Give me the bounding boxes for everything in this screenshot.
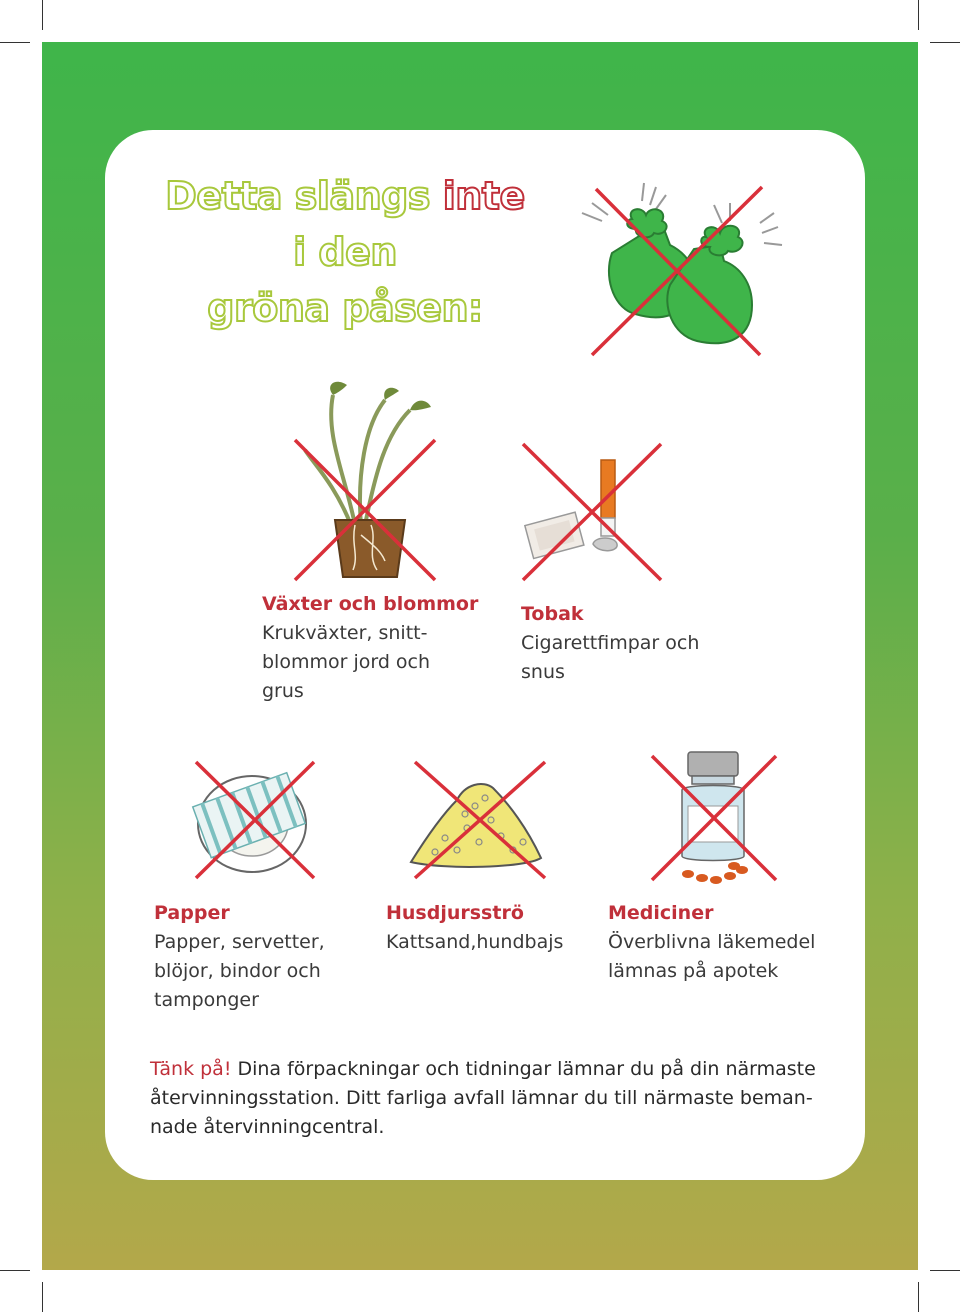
litter-pile-icon (405, 758, 550, 883)
tobacco-icon (515, 440, 665, 585)
item-description: Cigarettfimpar och snus (521, 632, 700, 683)
headline-prefix: Detta slängs (165, 174, 430, 218)
headline (150, 168, 540, 336)
item-title: Husdjursströ (386, 902, 524, 924)
footer-note (150, 1055, 830, 1142)
headline-line-3: gröna påsen: (207, 286, 483, 330)
green-bags-icon (572, 175, 792, 365)
crop-mark (42, 0, 43, 30)
item-pet-litter (386, 899, 596, 957)
napkin-plate-icon (190, 758, 320, 883)
crop-mark (0, 1270, 30, 1271)
item-description: Papper, servetter, blöjor, bindor och tamponger (154, 931, 325, 1011)
item-description: Överblivna läkemedel lämnas på apotek (608, 931, 816, 982)
crop-mark (930, 42, 960, 43)
headline-accent: inte (442, 174, 525, 218)
item-description: Kattsand,hundbajs (386, 931, 564, 953)
footer-text: Dina förpackningar och tidningar lämnar du på din närmaste återvinningsstation. Ditt farliga avfall lämnar du till närmaste beman-nade återvinningcentral. (150, 1058, 816, 1138)
headline-line-2: i den (293, 230, 397, 274)
crop-mark (918, 0, 919, 30)
crop-mark (42, 1282, 43, 1312)
item-title: Växter och blommor (262, 593, 479, 615)
item-plants (262, 590, 492, 706)
item-tobacco (521, 600, 751, 687)
item-medicine (608, 899, 858, 986)
item-title: Tobak (521, 603, 584, 625)
item-title: Mediciner (608, 902, 714, 924)
item-description: Krukväxter, snitt- blommor jord och grus (262, 622, 431, 702)
crop-mark (918, 1282, 919, 1312)
plant-icon (285, 355, 445, 585)
headline-line-1 (150, 168, 540, 224)
item-title: Papper (154, 902, 230, 924)
item-paper (154, 899, 374, 1015)
medicine-bottle-icon (648, 750, 780, 890)
crop-mark (930, 1270, 960, 1271)
crop-mark (0, 42, 30, 43)
footer-hint: Tänk på! (150, 1058, 232, 1080)
